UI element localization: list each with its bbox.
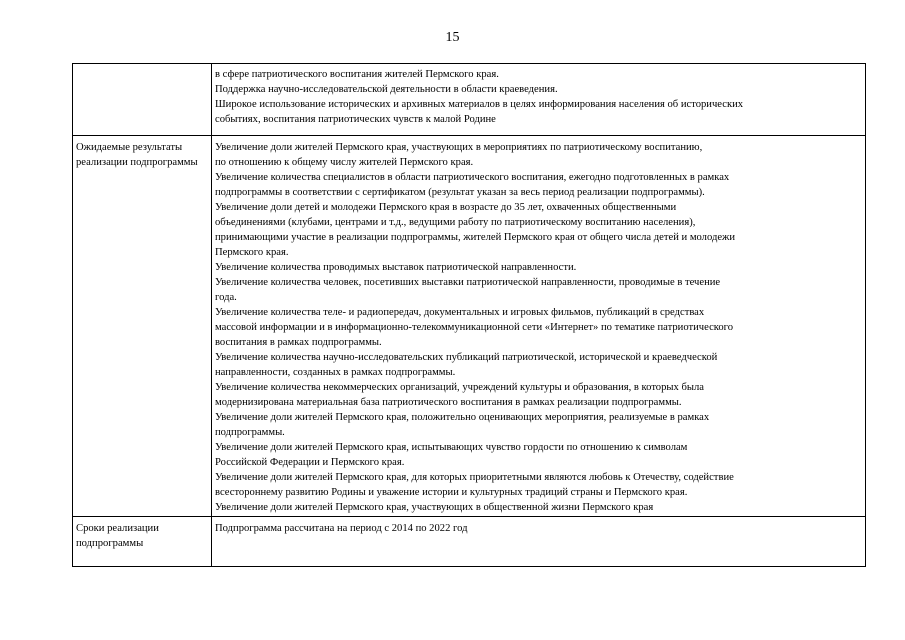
text-line: Пермского края. <box>215 247 289 258</box>
row-label <box>73 64 212 136</box>
program-table <box>72 63 866 567</box>
text-line: Увеличение количества проводимых выставок патриотической направленности. <box>215 262 577 273</box>
text-line: Увеличение количества некоммерческих организаций, учреждений культуры и образования, в которых была <box>215 382 704 393</box>
text-line: подпрограммы в соответствии с сертификатом (результат указан за весь период реализации подпрограммы). <box>215 187 705 198</box>
text-line: Увеличение доли жителей Пермского края, участвующих в мероприятиях по патриотическому воспитанию, <box>215 142 703 153</box>
row-label: Сроки реализации подпрограммы <box>73 517 212 567</box>
row-label: Ожидаемые результаты реализации подпрограммы <box>73 136 212 517</box>
text-line: объединениями (клубами, центрами и т.д., ведущими работу по патриотическому воспитанию населения), <box>215 217 696 228</box>
text-line: принимающими участие в реализации подпрограммы, жителей Пермского края от общего числа детей и молодежи <box>215 232 736 243</box>
text-line: Увеличение доли детей и молодежи Пермского края в возрасте до 35 лет, охваченных общественными <box>215 202 677 213</box>
text-line: Поддержка научно-исследовательской деятельности в области краеведения. <box>215 84 558 95</box>
text-line: направленности, созданных в рамках подпрограммы. <box>215 367 456 378</box>
text-line: всестороннему развитию Родины и уважение истории и культурных традиций страны и Пермского края. <box>215 487 688 498</box>
text-line: Увеличение количества человек, посетивших выставки патриотической направленности, проводимые в течение <box>215 277 721 288</box>
text-line: Российской Федерации и Пермского края. <box>215 457 405 468</box>
table-row <box>73 136 866 517</box>
text-line: Увеличение доли жителей Пермского края, участвующих в общественной жизни Пермского края <box>215 502 654 513</box>
text-line: Подпрограмма рассчитана на период с 2014 по 2022 год <box>215 523 468 534</box>
text-line: модернизирована материальная база патриотического воспитания в рамках реализации подпрограммы. <box>215 397 682 408</box>
text-line: в сфере патриотического воспитания жителей Пермского края. <box>215 69 499 80</box>
table-row <box>73 517 866 567</box>
text-line: Увеличение количества теле- и радиопередач, документальных и игровых фильмов, публикаций в средствах <box>215 307 705 318</box>
text-line: года. <box>215 292 237 303</box>
text-line: Широкое использование исторических и архивных материалов в целях информирования населения об исторических <box>215 99 744 110</box>
row-content <box>212 136 866 517</box>
text-line: воспитания в рамках подпрограммы. <box>215 337 382 348</box>
text-line: Увеличение доли жителей Пермского края, положительно оценивающих мероприятия, реализуемые в рамках <box>215 412 710 423</box>
text-line: Увеличение доли жителей Пермского края, испытывающих чувство гордости по отношению к символам <box>215 442 688 453</box>
text-line: подпрограммы. <box>215 427 285 438</box>
table-row <box>73 64 866 136</box>
text-line: Увеличение количества научно-исследовательских публикаций патриотической, исторической и краеведческой <box>215 352 718 363</box>
text-line: Увеличение количества специалистов в области патриотического воспитания, ежегодно подготовленных в рамках <box>215 172 730 183</box>
row-content <box>212 64 866 136</box>
text-line: массовой информации и в информационно-телекоммуникационной сети «Интернет» по тематике патриотического <box>215 322 734 333</box>
page-number: 15 <box>445 30 460 45</box>
text-line: событиях, воспитания патриотических чувств к малой Родине <box>215 114 496 125</box>
row-content <box>212 517 866 567</box>
text-line: Увеличение доли жителей Пермского края, для которых приоритетными являются любовь к Отечеству, содействие <box>215 472 734 483</box>
text-line: по отношению к общему числу жителей Пермского края. <box>215 157 474 168</box>
